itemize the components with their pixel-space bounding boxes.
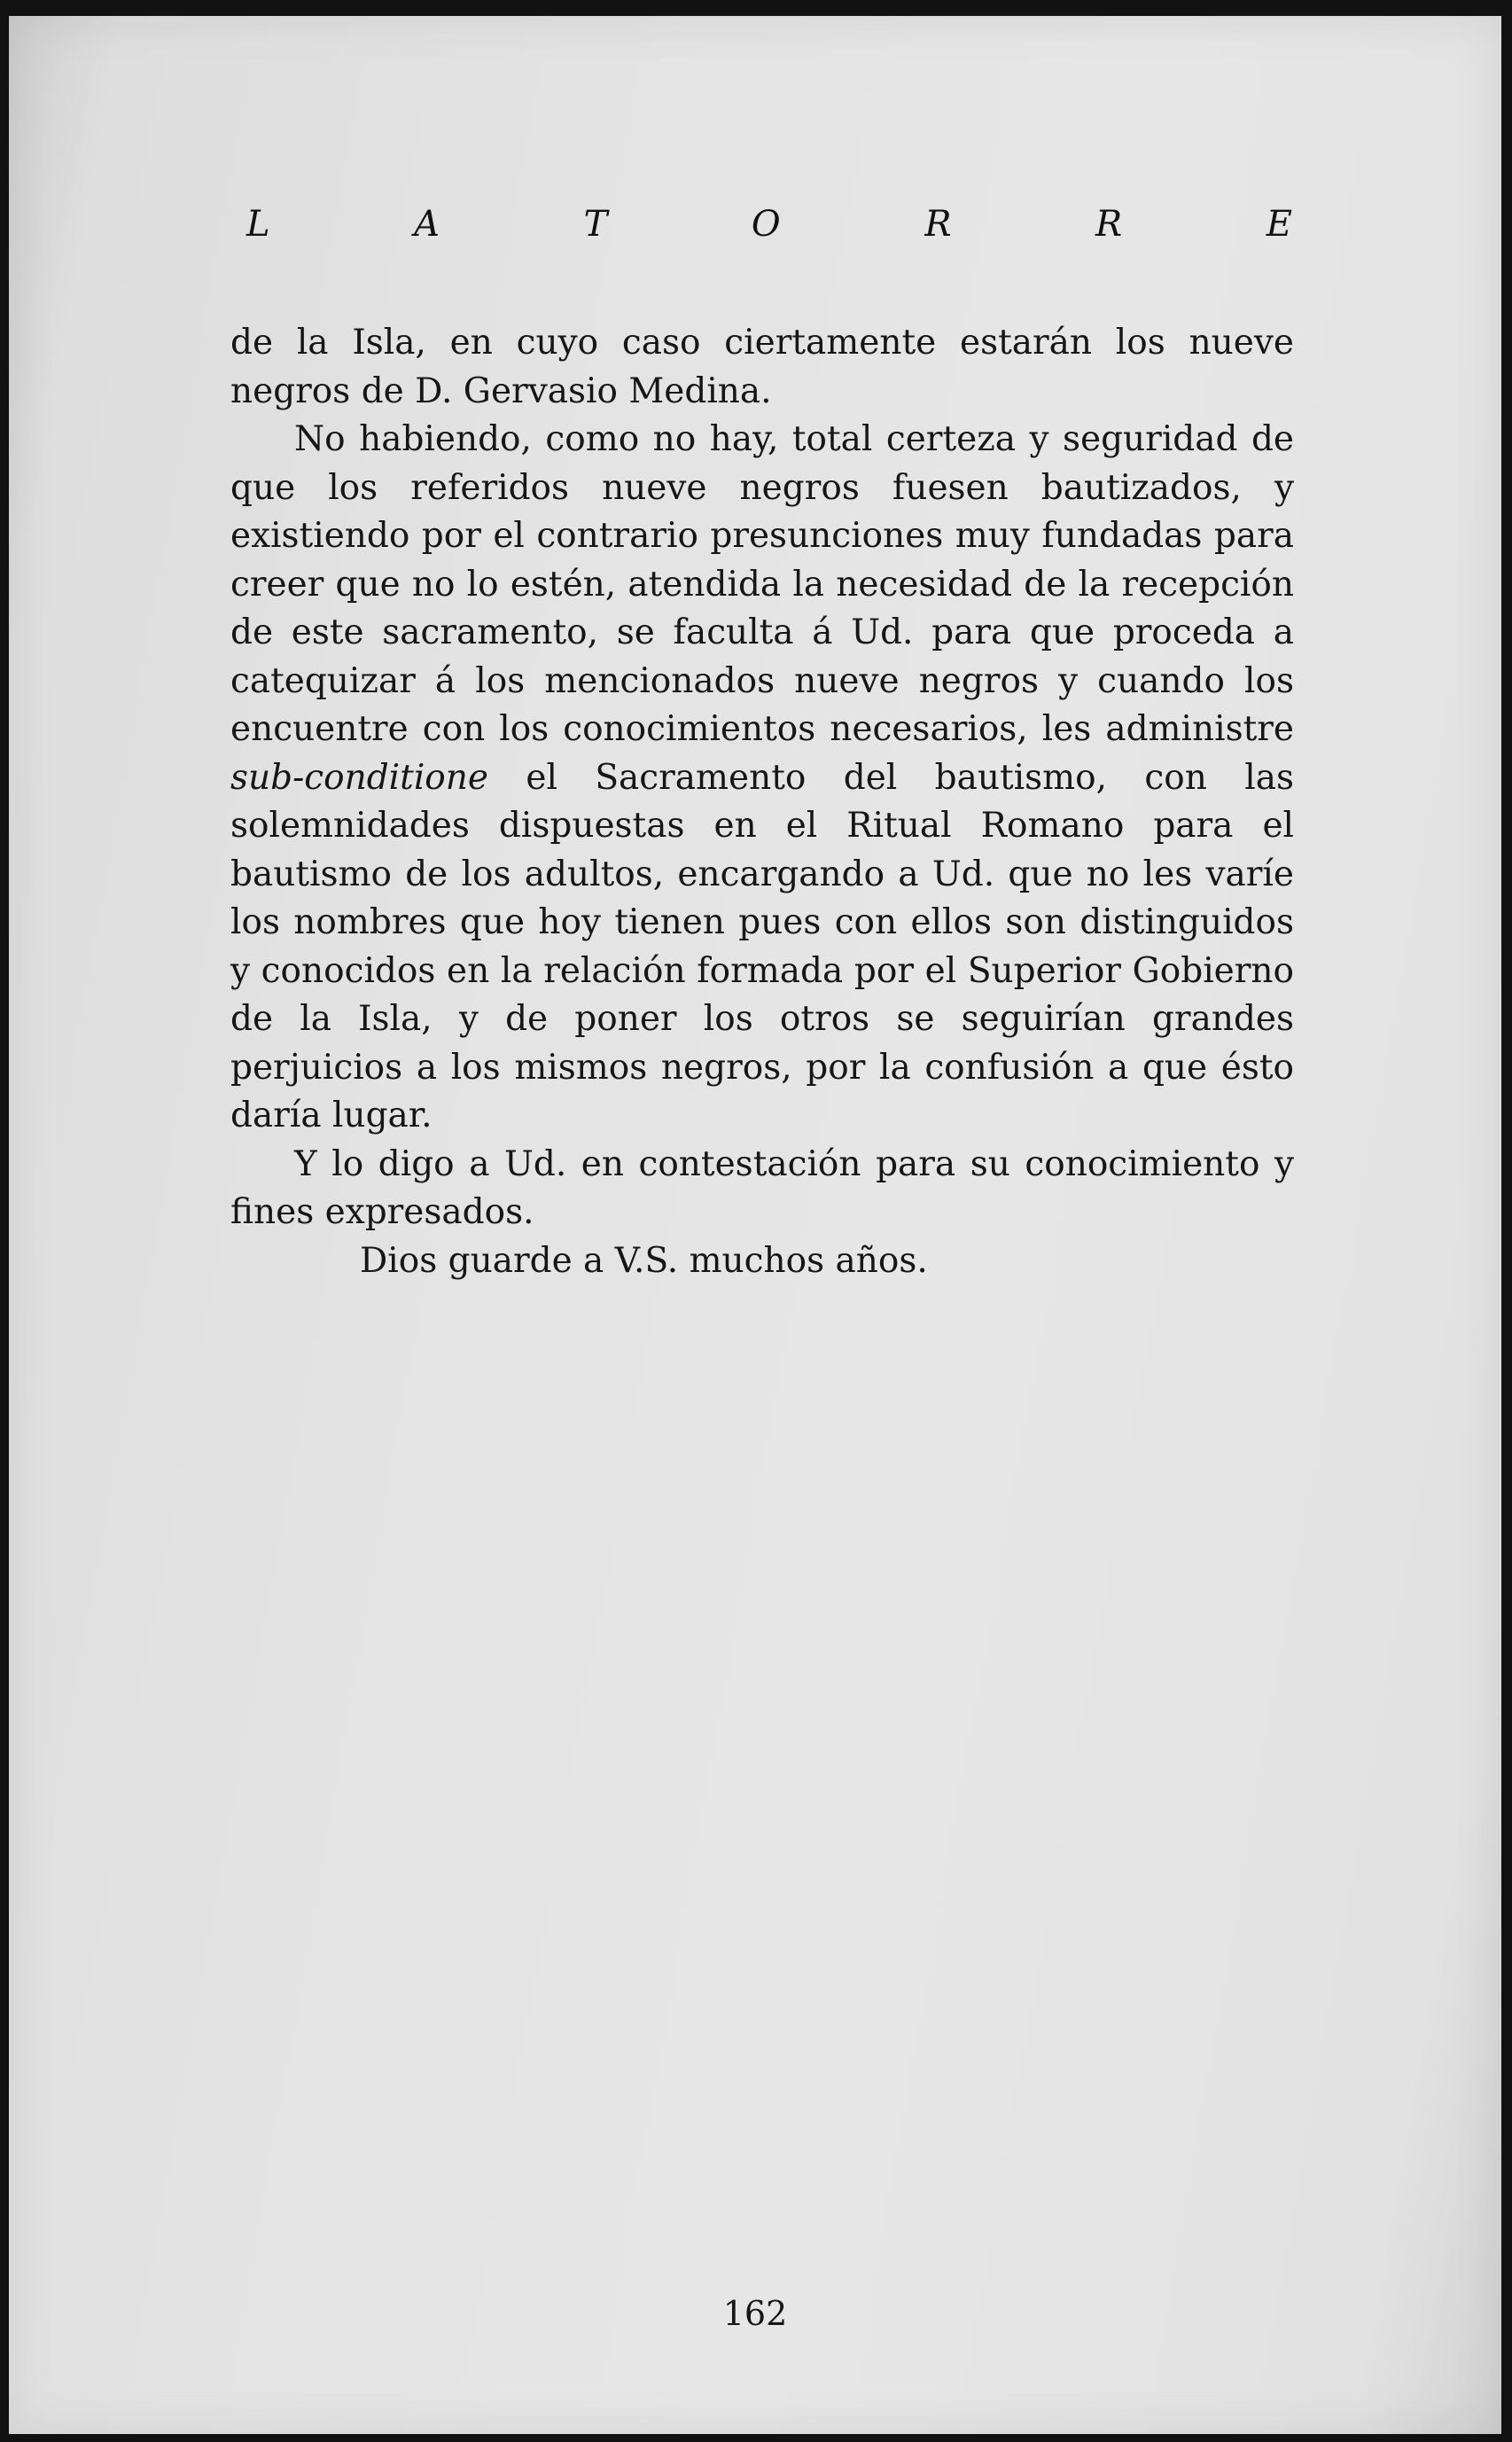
body-text [230, 319, 1294, 1285]
italic-term: sub-conditione [230, 757, 488, 798]
running-head-letter: R [924, 204, 952, 245]
running-head-letter: E [1266, 204, 1292, 245]
running-head-letter: R [1095, 204, 1123, 245]
running-head [246, 204, 1292, 245]
running-head-letter: T [583, 204, 608, 245]
running-head-letter: L [246, 204, 270, 245]
paragraph-main-text-start: No habiendo, como no hay, total certeza y seguridad de que los referidos nueve negros fuesen bautizados, y existiendo por el contrario presunciones muy fundadas para creer que no lo estén, atendida la necesidad de la recepción de este sacramento, se faculta á Ud. para que proceda a catequizar á los mencionados nueve negros y cuando los encuentre con los conocimientos necesarios, les administre [230, 419, 1294, 749]
paragraph-main-text-end: el Sacramento del bautismo, con las solemnidades dispuestas en el Ritual Romano para el bautismo de los adultos, encargando a Ud. que no les varíe los nombres que hoy tienen pues con ellos son distinguidos y conocidos en la relación formada por el Superior Gobierno de la Isla, y de poner los otros se seguirían grandes perjuicios a los mismos negros, por la confusión a que ésto daría lugar. [230, 757, 1294, 1135]
book-page [9, 16, 1501, 2434]
closing-formula: Dios guarde a V.S. muchos años. [360, 1240, 928, 1281]
page-number: 162 [722, 2294, 788, 2333]
paragraph-main [230, 416, 1294, 1141]
running-head-letter: A [414, 204, 440, 245]
running-head-letter: O [751, 204, 781, 245]
paragraph-reply: Y lo digo a Ud. en contestación para su conocimiento y fines expresados. [230, 1143, 1294, 1232]
paragraph-continuation: de la Isla, en cuyo caso ciertamente estarán los nueve negros de D. Gervasio Medina. [230, 323, 1294, 411]
